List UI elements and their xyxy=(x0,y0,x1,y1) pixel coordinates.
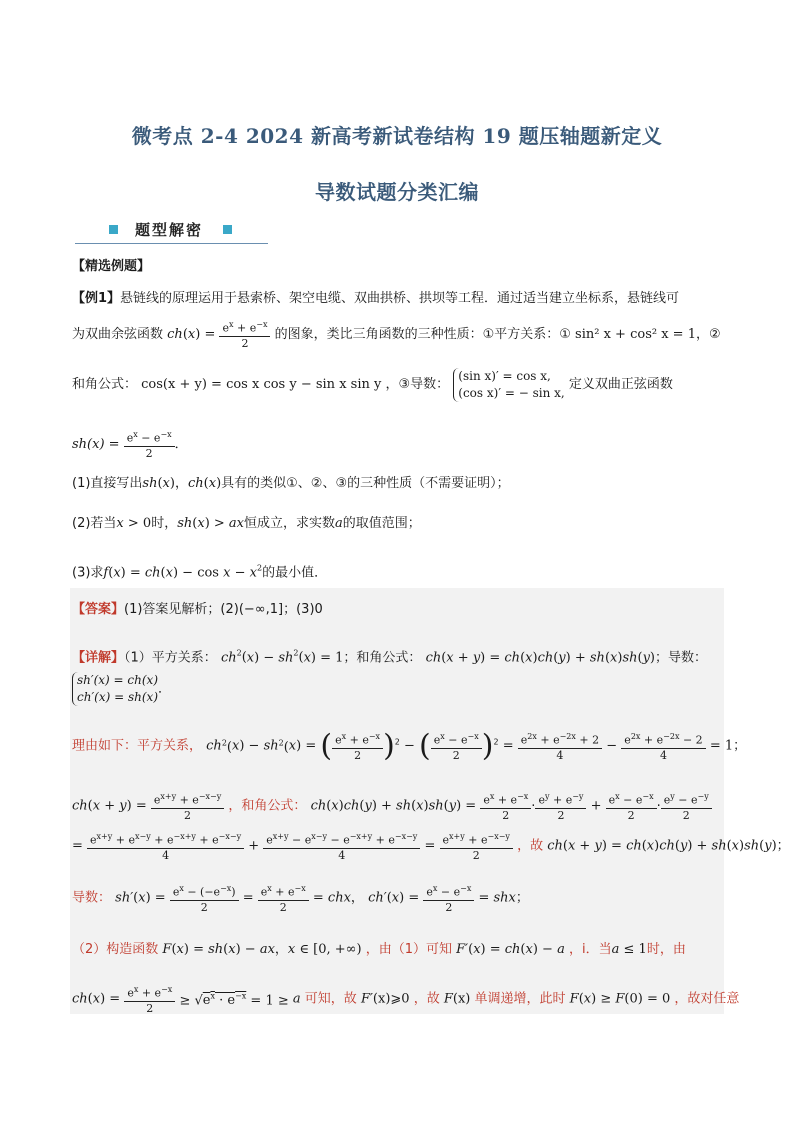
example-line-3: 和角公式： cos(x + y) = cos x cos y − sin x sin y ，③导数： (sin x)′ = cos x, (cos x)′ = − sin x, 定义双曲正弦函数 xyxy=(72,369,673,400)
fraction: $\frac{e^x + e^{-x}}{2}$ xyxy=(219,318,270,351)
sh-definition: sh(x) = $\frac{e^x - e^{-x}}{2}$ ． xyxy=(72,430,188,460)
derivative-line: 导数： sh′(x) = $\frac{e^x - (-e^{-x})}{2}$ = $\frac{e^x + e^{-x}}{2}$ = chx， ch′(x) = $\frac{e^x - e^{-x}}{2}$ = shx； xyxy=(72,884,529,914)
page-title-line1: 微考点 2-4 2024 新高考新试卷结构 19 题压轴题新定义 xyxy=(131,124,663,148)
question-3: (3)求$f(x) = ch(x) - \cos x - x^2$的最小值． xyxy=(72,564,328,581)
part2-line-1: （2）构造函数 F(x) = sh(x) − ax，x ∈ [0, +∞) ，由（1）可知 F′(x) = ch(x) − a ，i．当a ≤ 1时，由 xyxy=(72,942,686,957)
section-label: 题型解密 xyxy=(135,221,204,239)
square-bullet-icon xyxy=(223,225,232,234)
sub-heading: 【精选例题】 xyxy=(72,259,151,274)
expansion-line: = $\frac{e^{x+y} + e^{x-y} + e^{-x+y} + e^{-x-y}}{4}$ + $\frac{e^{x+y} - e^{x-y} - e^{-x+y} + e^{-x-y}}{4}$ = $\frac{e^{x+y} + e^{-x-y}}{2}$ ，故 ch(x + y) = ch(x)ch(y) + sh(x)sh(y)； xyxy=(72,832,790,862)
and-formula-line: ch(x + y) = $\frac{e^{x+y} + e^{-x-y}}{2}$ ，和角公式： ch(x)ch(y) + sh(x)sh(y) = $\frac{e^x + e^{-x}}{2}$ · $\frac{e^y + e^{-y}}{2}$ + $\frac{e^x - e^{-x}}{2}$ · $\frac{e^y - e^{-y}}{2}$ xyxy=(72,790,712,823)
question-1: (1)直接写出sh(x)，ch(x)具有的类似①、②、③的三种性质（不需要证明）； xyxy=(72,476,510,491)
page-title-line2: 导数试题分类汇编 xyxy=(315,180,479,204)
example-line-2: 为双曲余弦函数 ch(x) = $\frac{e^x + e^{-x}}{2}$ 的图象，类比三角函数的三种性质：①平方关系：① sin² x + cos² x = 1，② xyxy=(72,320,721,350)
example-tag: 【例1】 xyxy=(72,291,121,306)
section-header xyxy=(75,219,268,244)
equation-system: (sin x)′ = cos x, (cos x)′ = − sin x, xyxy=(453,368,564,402)
answer-line: 【答案】(1)答案见解析；(2)(−∞,1]；(3)0 xyxy=(72,602,323,617)
detail-line-1: 【详解】（1）平方关系： $ch^2(x) - sh^2(x) = 1$；和角公式： ch(x + y) = ch(x)ch(y) + sh(x)sh(y)；导数： xyxy=(72,649,708,666)
square-bullet-icon xyxy=(109,225,118,234)
part2-line-2: ch(x) = $\frac{e^x + e^{-x}}{2}$ ≥ $√e^x \cdot e^{-x} = 1 \ge a$ 可知，故 F′(x)⩾0 ，故 F(x) 单调递增，此时 F(x) ≥ F(0) = 0 ，故对任意 xyxy=(72,985,740,1015)
derivative-system: sh′(x) = ch(x) ch′(x) = sh(x) ． xyxy=(72,672,171,706)
reason-line: 理由如下：平方关系， $ch^2(x) - sh^2(x)$ = ( $\frac{e^x + e^{-x}}{2}$ )$^2$ − ( $\frac{e^x - e^{-x}}{2}$ )$^2$ = $\frac{e^{2x} + e^{-2x} + 2}{4}$ − $\frac{e^{2x} + e^{-2x} - 2}{4}$ = 1； xyxy=(72,728,747,764)
example-line-1: 【例1】悬链线的原理运用于悬索桥、架空电缆、双曲拱桥、拱坝等工程．通过适当建立坐标系，悬链线可 xyxy=(72,291,680,306)
question-2: (2)若当x > 0时，sh(x) > ax恒成立，求实数a的取值范围； xyxy=(72,516,421,531)
